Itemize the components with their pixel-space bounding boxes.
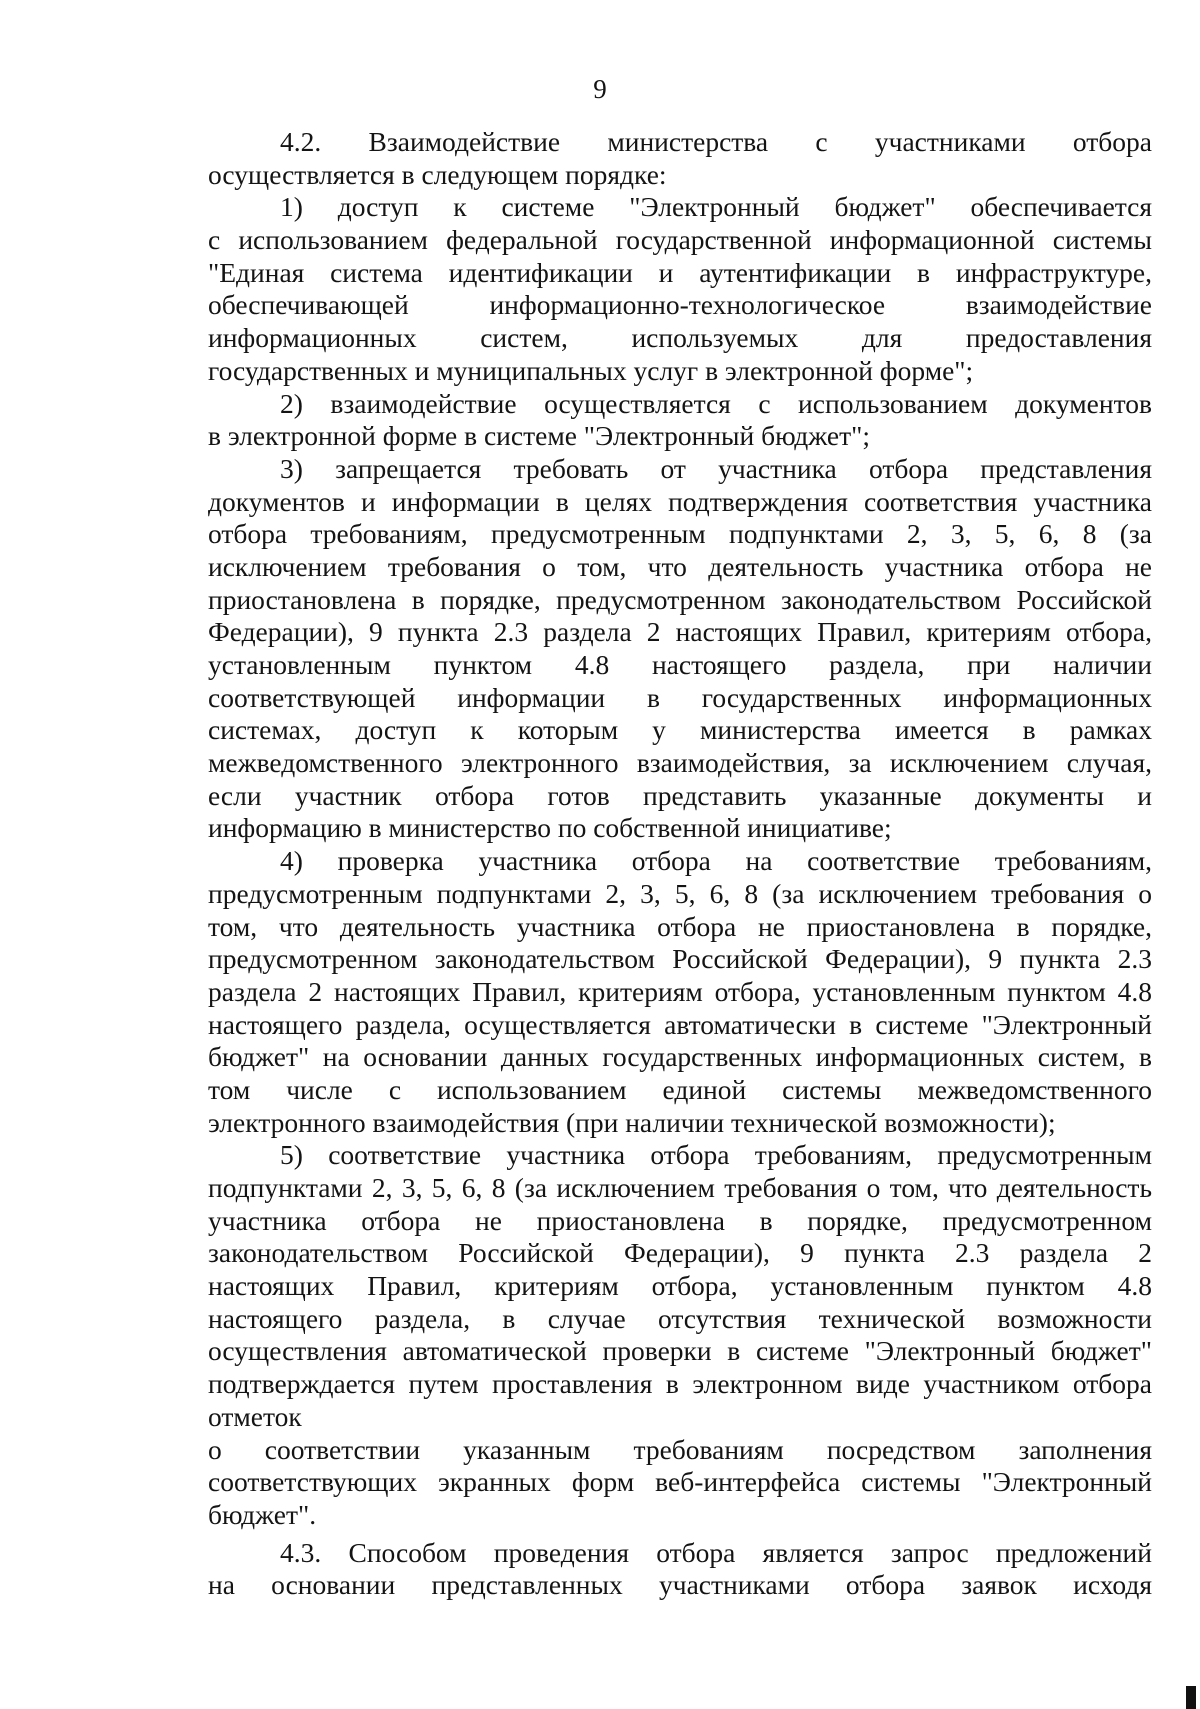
document-body: [208, 126, 1152, 1602]
text-line: 1) доступ к системе "Электронный бюджет" обеспечивается: [280, 191, 1152, 223]
text-line: подтверждается путем проставления в электронном виде участником отбора: [208, 1368, 1152, 1400]
text-line: приостановлена в порядке, предусмотренном законодательством Российской: [208, 583, 1152, 615]
text-line: исключением требования о том, что деятельность участника отбора не: [208, 550, 1152, 582]
text-line: обеспечивающей информационно-технологическое взаимодействие: [208, 289, 1152, 321]
text-line: информационных систем, используемых для предоставления: [208, 322, 1152, 354]
text-line: 5) соответствие участника отбора требованиям, предусмотренным: [280, 1139, 1152, 1171]
text-line: соответствующей информации в государственных информационных: [208, 681, 1152, 713]
text-line: 4.2. Взаимодействие министерства с участниками отбора: [280, 126, 1152, 157]
text-line: 4.3. Способом проведения отбора является запрос предложений: [280, 1536, 1152, 1568]
text-line: бюджет".: [208, 1498, 317, 1530]
text-line: системах, доступ к которым у министерства имеется в рамках: [208, 714, 1152, 746]
text-line: отметок: [208, 1400, 302, 1432]
text-line: о соответствии указанным требованиям посредством заполнения: [208, 1433, 1152, 1465]
text-line: подпунктами 2, 3, 5, 6, 8 (за исключением требования о том, что деятельность: [208, 1172, 1152, 1203]
text-line: электронного взаимодействия (при наличии технической возможности);: [208, 1106, 1056, 1138]
text-line: государственных и муниципальных услуг в электронной форме";: [208, 354, 974, 386]
text-line: том, что деятельность участника отбора не приостановлена в порядке,: [208, 910, 1152, 942]
text-line: в электронной форме в системе "Электронный бюджет";: [208, 420, 870, 452]
text-line: 3) запрещается требовать от участника отбора представления: [280, 452, 1152, 484]
text-line: том числе с использованием единой системы межведомственного: [208, 1073, 1152, 1105]
text-line: информацию в министерство по собственной инициативе;: [208, 812, 892, 844]
text-line: Федерации), 9 пункта 2.3 раздела 2 настоящих Правил, критериям отбора,: [208, 616, 1152, 648]
text-line: межведомственного электронного взаимодействия, за исключением случая,: [208, 747, 1152, 779]
text-line: с использованием федеральной государственной информационной системы: [208, 224, 1152, 256]
text-line: 2) взаимодействие осуществляется с использованием документов: [280, 387, 1152, 419]
text-line: раздела 2 настоящих Правил, критериям отбора, установленным пунктом 4.8: [208, 975, 1152, 1007]
text-line: участника отбора не приостановлена в порядке, предусмотренном: [208, 1204, 1152, 1236]
text-line: законодательством Российской Федерации), 9 пункта 2.3 раздела 2: [208, 1237, 1152, 1269]
text-line: документов и информации в целях подтверждения соответствия участника: [208, 485, 1152, 517]
text-line: установленным пунктом 4.8 настоящего раздела, при наличии: [208, 649, 1152, 680]
text-line: если участник отбора готов представить указанные документы и: [208, 779, 1152, 811]
text-line: отбора требованиям, предусмотренным подпунктами 2, 3, 5, 6, 8 (за: [208, 518, 1152, 550]
text-line: предусмотренном законодательством Российской Федерации), 9 пункта 2.3: [208, 943, 1152, 975]
text-line: на основании представленных участниками отбора заявок исходя: [208, 1569, 1152, 1601]
text-line: осуществления автоматической проверки в системе "Электронный бюджет": [208, 1335, 1152, 1367]
text-line: "Единая система идентификации и аутентификации в инфраструктуре,: [208, 256, 1152, 288]
text-line: 4) проверка участника отбора на соответствие требованиям,: [280, 845, 1152, 877]
text-line: настоящих Правил, критериям отбора, установленным пунктом 4.8: [208, 1270, 1152, 1302]
text-line: осуществляется в следующем порядке:: [208, 158, 667, 190]
text-line: настоящего раздела, осуществляется автоматически в системе "Электронный: [208, 1008, 1152, 1040]
scan-edge-mark: [1186, 1686, 1196, 1709]
text-line: предусмотренным подпунктами 2, 3, 5, 6, 8 (за исключением требования о: [208, 877, 1152, 909]
text-line: настоящего раздела, в случае отсутствия технической возможности: [208, 1302, 1152, 1334]
text-line: бюджет" на основании данных государственных информационных систем, в: [208, 1041, 1152, 1073]
page-number: 9: [593, 74, 607, 104]
text-line: соответствующих экранных форм веб-интерфейса системы "Электронный: [208, 1466, 1152, 1498]
